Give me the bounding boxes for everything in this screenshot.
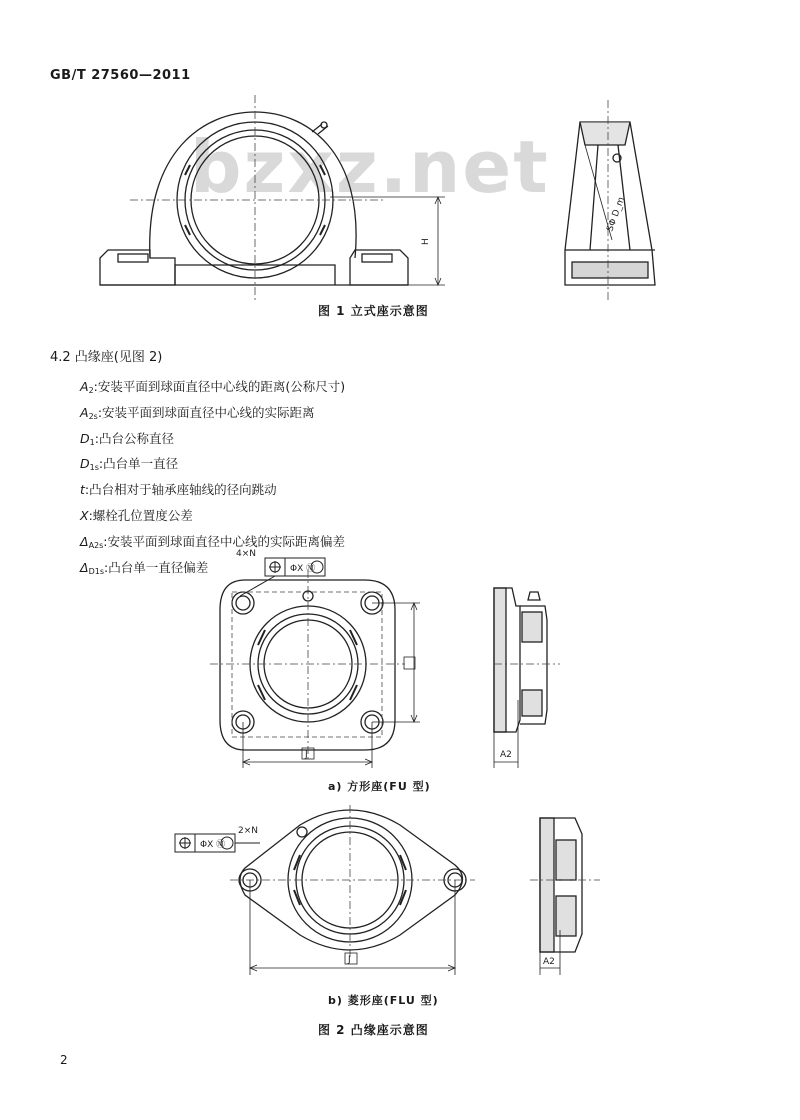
definition-item: $A_2$:安装平面到球面直径中心线的距离(公称尺寸)	[80, 379, 346, 395]
definition-item: $\Delta_{D1s}$:凸台单一直径偏差	[80, 559, 209, 576]
dim-a2-label-b: A2	[543, 957, 555, 967]
figure2a-caption: a) 方形座(FU 型)	[328, 780, 431, 793]
dim-a2-label-a: A2	[500, 750, 512, 760]
figure2b-caption: b) 菱形座(FLU 型)	[328, 994, 439, 1007]
section-heading: 4.2 凸缘座(见图 2)	[50, 350, 163, 365]
definition-item: X:螺栓孔位置度公差	[80, 507, 193, 523]
figure2-caption: 图 2 凸缘座示意图	[318, 1023, 429, 1037]
holes-b-label: 2×N	[238, 826, 258, 836]
definition-item: $D_1$:凸台公称直径	[80, 430, 174, 447]
holes-a-label: 4×N	[236, 549, 256, 559]
figure1-caption: 图 1 立式座示意图	[318, 304, 429, 318]
standard-number: GB/T 27560—2011	[50, 68, 191, 83]
definition-item: t:凸台相对于轴承座轴线的径向跳动	[80, 482, 277, 498]
watermark: bzxz.net	[190, 125, 550, 209]
definition-list	[80, 376, 345, 582]
dim-j-label: J	[305, 750, 308, 760]
definition-item: $\Delta_{A2s}$:安装平面到球面直径中心线的实际距离偏差	[80, 533, 346, 550]
height-label: H	[421, 238, 431, 245]
sphere-label: SΦ D_m	[605, 195, 628, 234]
definition-item: $A_{2s}$:安装平面到球面直径中心线的实际距离	[80, 404, 315, 421]
tolerance-b-label: ΦX Ⓜ	[200, 840, 226, 850]
dim-j-label-b: J	[348, 955, 351, 965]
page-number: 2	[60, 1053, 68, 1067]
tolerance-a-label: ΦX Ⓜ	[290, 564, 316, 574]
definition-item: $D_{1s}$:凸台单一直径	[80, 456, 179, 473]
